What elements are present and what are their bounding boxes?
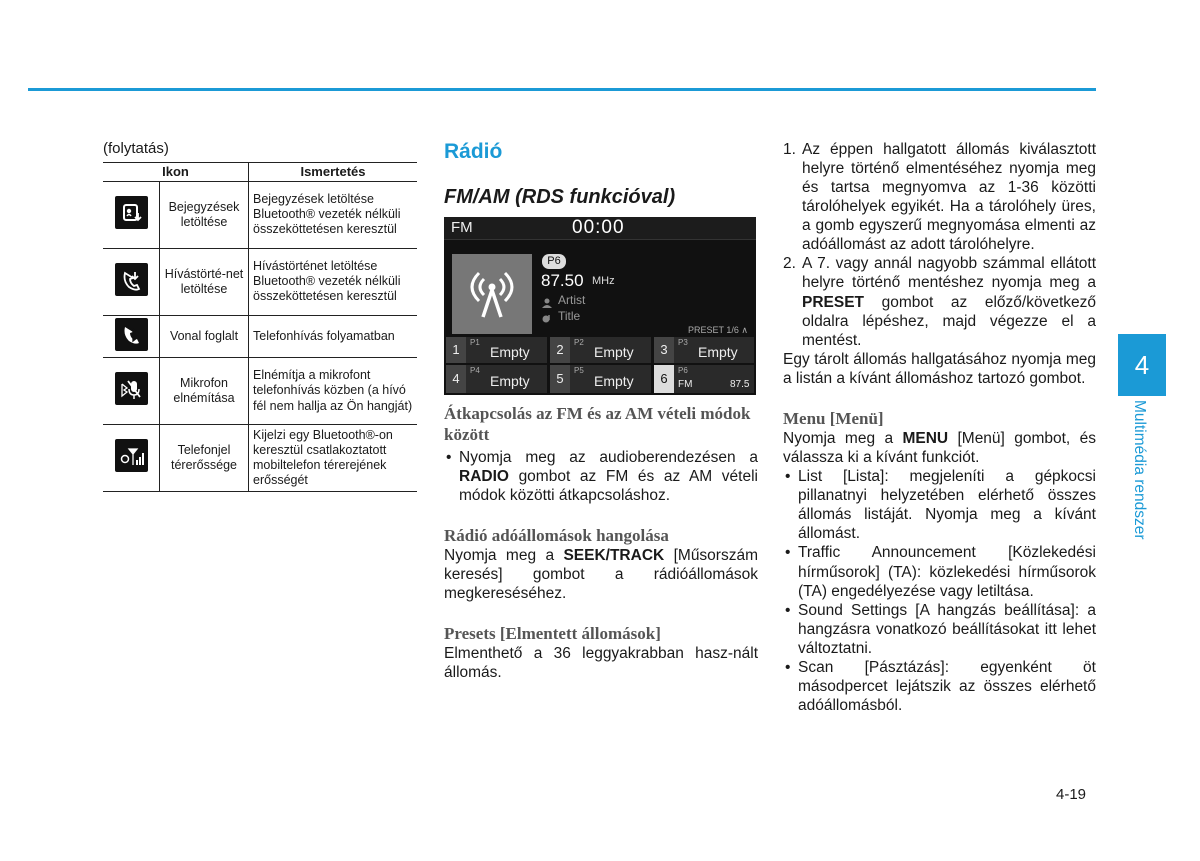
preset-freq: 87.5 <box>730 379 750 390</box>
table-cell-desc: Bejegyzések letöltése Bluetooth® vezeték nélküli összeköttetésen keresztül <box>249 181 418 248</box>
preset-label: P3 <box>678 338 688 347</box>
preset-text: Empty <box>594 373 634 389</box>
step-1: 1. Az éppen hallgatott állomás kiválasztott helyre történő elmentéséhez nyomja meg és tartsa megnyomva az 1-36 közötti tárolóhelyek egyikét. Ha a tárolóhely üres, a gomb egyszerű megnyomása elmenti az adóállomást az adott tárolóhelyre. <box>783 141 1096 254</box>
table-row <box>103 248 417 315</box>
radio-screen <box>444 217 756 395</box>
signal-strength-icon <box>115 439 148 472</box>
preset-number: 3 <box>654 337 674 363</box>
table-row <box>103 181 417 248</box>
preset-page: PRESET 1/6 ∧ <box>688 325 748 335</box>
artist: Artist <box>558 293 586 307</box>
preset-label: P2 <box>574 338 584 347</box>
title: Title <box>558 309 581 323</box>
step-2: 2. A 7. vagy annál nagyobb számmal ellátott helyre történő mentéshez nyomja meg a PRESET gombot az előző/következő oldalra lépéshez, majd végezze el a mentést. <box>783 255 1096 349</box>
presets-heading: Presets [Elmentett állomások] <box>444 624 661 644</box>
switch-list <box>444 448 758 505</box>
radio-art <box>452 254 532 334</box>
chapter-title: Multimédia rendszer <box>1131 400 1148 540</box>
table-row <box>103 315 417 357</box>
preset-button-5[interactable] <box>550 365 651 393</box>
antenna-icon <box>452 254 532 334</box>
preset-label: P6 <box>678 366 688 375</box>
section-title: Rádió <box>444 140 503 163</box>
preset-text: Empty <box>490 344 530 360</box>
table-row <box>103 358 417 425</box>
preset-number: 2 <box>550 337 570 363</box>
preset-text: Empty <box>698 344 738 360</box>
menu-text: Nyomja meg a MENU [Menü] gombot, és válassza ki a kívánt funkciót. <box>783 430 1096 467</box>
list-item: • Scan [Pásztázás]: egyenként öt másodpercet lejátszik az összes elérhető adóállomásból. <box>783 658 1096 715</box>
preset-label: P4 <box>470 366 480 375</box>
tune-text: Nyomja meg a SEEK/TRACK [Műsorszám keresés] gombot a rádióállomások megkereséséhez. <box>444 546 758 603</box>
table-cell-desc: Kijelzi egy Bluetooth®-on keresztül csatlakoztatott mobiltelefon térerejének erősségét <box>249 425 418 492</box>
preset-button-1[interactable] <box>446 337 547 363</box>
preset-button-2[interactable] <box>550 337 651 363</box>
continued-label: (folytatás) <box>103 140 169 157</box>
menu-list <box>783 467 1096 715</box>
table-header-icon: Ikon <box>103 163 249 182</box>
header-rule <box>28 88 1096 91</box>
chapter-tab: 4 <box>1118 334 1166 396</box>
section-subtitle: FM/AM (RDS funkcióval) <box>444 186 676 208</box>
preset-number: 1 <box>446 337 466 363</box>
frequency-unit: MHz <box>592 275 615 287</box>
menu-heading: Menu [Menü] <box>783 408 884 428</box>
person-icon <box>542 295 552 305</box>
frequency: 87.50 <box>541 271 584 290</box>
preset-number: 6 <box>654 365 674 393</box>
preset-number: 5 <box>550 365 570 393</box>
preset-text: FM <box>678 379 693 390</box>
table-cell-desc: Elnémítja a mikrofont telefonhívás közben (a hívó fél nem hallja az Ön hangját) <box>249 358 418 425</box>
table-cell-name: Vonal foglalt <box>160 315 249 357</box>
table-row <box>103 425 417 492</box>
preset-label: P5 <box>574 366 584 375</box>
table-cell-name: Bejegyzések letöltése <box>160 181 249 248</box>
page-number: 4-19 <box>1056 786 1087 803</box>
preset-badge: P6 <box>542 254 566 269</box>
preset-label: P1 <box>470 338 480 347</box>
table-cell-desc: Hívástörténet letöltése Bluetooth® vezeték nélküli összeköttetésen keresztül <box>249 248 418 315</box>
mic-mute-icon <box>115 372 148 405</box>
list-item: • Traffic Announcement [Közlekedési hírműsorok] (TA): közlekedési hírműsorok (TA) engedélyezése vagy letiltása. <box>783 543 1096 600</box>
preset-button-3[interactable] <box>654 337 754 363</box>
table-cell-name: Hívástörté-net letöltése <box>160 248 249 315</box>
clock: 00:00 <box>572 217 625 238</box>
preset-text: Empty <box>490 373 530 389</box>
list-item: • Sound Settings [A hangzás beállítása]: a hangzásra vonatkozó beállításokat itt lehet változtatni. <box>783 601 1096 658</box>
listen-text: Egy tárolt állomás hallgatásához nyomja meg a listán a kívánt állomáshoz tartozó gombot. <box>783 350 1096 387</box>
preset-number: 4 <box>446 365 466 393</box>
table-cell-name: Mikrofon elnémítása <box>160 358 249 425</box>
radio-section <box>444 140 758 683</box>
presets-text: Elmenthető a 36 leggyakrabban hasz-nált állomás. <box>444 645 758 682</box>
preset-button-6[interactable] <box>654 365 754 393</box>
tune-heading: Rádió adóállomások hangolása <box>444 525 669 545</box>
band-label: FM <box>451 219 473 236</box>
music-note-icon <box>542 311 552 321</box>
preset-button-4[interactable] <box>446 365 547 393</box>
icon-table <box>103 162 417 492</box>
preset-text: Empty <box>594 344 634 360</box>
list-item: • List [Lista]: megjeleníti a gépkocsi pillanatnyi helyzetében elérhető összes állomás listáját. Nyomja meg a kívánt állomást. <box>783 467 1096 543</box>
table-header-description: Ismertetés <box>249 163 418 182</box>
switch-heading: Átkapcsolás az FM és az AM vételi módok között <box>444 404 751 445</box>
icon-table-section <box>103 140 417 492</box>
preset-steps-section <box>783 140 1096 715</box>
bluetooth-call-icon <box>115 318 148 351</box>
steps-list <box>783 140 1096 350</box>
list-item: • Nyomja meg az audioberendezésen a RADIO gombot az FM és az AM vételi módok közötti átkapcsoláshoz. <box>444 448 758 505</box>
table-cell-desc: Telefonhívás folyamatban <box>249 315 418 357</box>
contacts-download-icon <box>115 196 148 229</box>
table-cell-name: Telefonjel térerőssége <box>160 425 249 492</box>
call-history-download-icon <box>115 263 148 296</box>
